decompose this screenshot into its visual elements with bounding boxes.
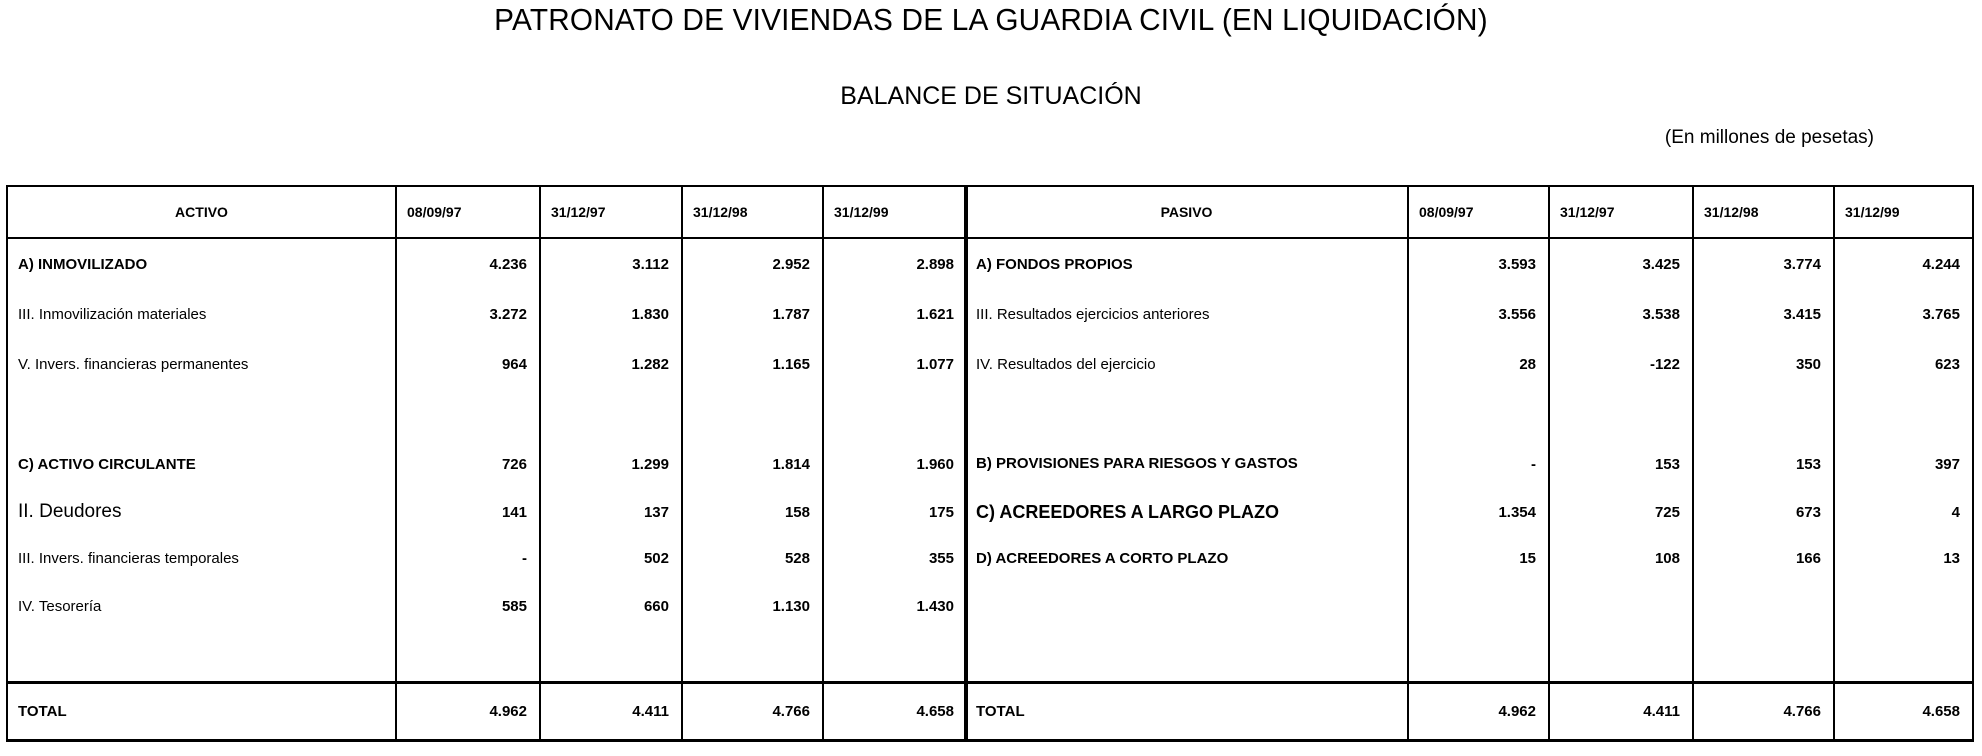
row-value: 175 [823,489,967,535]
row-value: 141 [396,489,540,535]
spacer-row [7,631,967,683]
activo-date-col: 08/09/97 [396,186,540,238]
empty-row [965,581,1973,631]
row-value: 1.299 [540,439,682,489]
row-value: 3.556 [1408,289,1549,339]
spacer-row [965,389,1973,439]
row-value: 1.814 [682,439,823,489]
row-value: 964 [396,339,540,389]
row-value: 3.593 [1408,238,1549,289]
row-value: 502 [540,535,682,581]
row-value: 673 [1693,489,1834,535]
row-value: - [1408,439,1549,489]
row-value: 355 [823,535,967,581]
table-row [965,289,1973,339]
table-row [965,339,1973,389]
activo-header-row [7,186,967,238]
row-label: IV. Tesorería [7,581,396,631]
row-label [965,439,1408,489]
table-row [7,581,967,631]
spacer-row [965,631,1973,683]
row-value: 585 [396,581,540,631]
activo-date-col: 31/12/97 [540,186,682,238]
row-label: III. Invers. financieras temporales [7,535,396,581]
row-value: 623 [1834,339,1973,389]
total-value: 4.658 [1834,683,1973,741]
row-value: 2.952 [682,238,823,289]
row-value: - [396,535,540,581]
pasivo-table [964,185,1974,742]
row-value: 158 [682,489,823,535]
table-row [965,489,1973,535]
table-row [7,489,967,535]
pasivo-date-col: 31/12/99 [1834,186,1973,238]
row-label: V. Invers. financieras permanentes [7,339,396,389]
table-row [965,439,1973,489]
total-label: TOTAL [965,683,1408,741]
row-label: D) ACREEDORES A CORTO PLAZO [965,535,1408,581]
row-value: -122 [1549,339,1693,389]
row-label: C) ACTIVO CIRCULANTE [7,439,396,489]
row-value: 1.077 [823,339,967,389]
row-value: 397 [1834,439,1973,489]
row-value: 725 [1549,489,1693,535]
table-row [7,535,967,581]
row-label: IV. Resultados del ejercicio [965,339,1408,389]
row-label: III. Resultados ejercicios anteriores [965,289,1408,339]
pasivo-date-col: 31/12/97 [1549,186,1693,238]
row-value: 153 [1693,439,1834,489]
row-value: 1.130 [682,581,823,631]
pasivo-date-col: 08/09/97 [1408,186,1549,238]
total-label: TOTAL [7,683,396,741]
row-value: 1.787 [682,289,823,339]
row-value: 1.282 [540,339,682,389]
activo-table [6,185,968,742]
row-value: 528 [682,535,823,581]
row-value: 166 [1693,535,1834,581]
total-value: 4.766 [682,683,823,741]
row-label: A) FONDOS PROPIOS [965,238,1408,289]
document-title: PATRONATO DE VIVIENDAS DE LA GUARDIA CIVIL (EN LIQUIDACIÓN) [494,2,1488,37]
total-value: 4.411 [540,683,682,741]
row-value: 1.354 [1408,489,1549,535]
total-value: 4.766 [1693,683,1834,741]
row-value: 4 [1834,489,1973,535]
table-row [7,439,967,489]
row-value: 153 [1549,439,1693,489]
table-row [7,339,967,389]
row-value: 2.898 [823,238,967,289]
provisiones-label: B) PROVISIONES PARA RIESGOS Y GASTOS [976,455,1298,472]
row-label: A) INMOVILIZADO [7,238,396,289]
pasivo-date-col: 31/12/98 [1693,186,1834,238]
row-value: 1.960 [823,439,967,489]
row-value: 1.165 [682,339,823,389]
activo-date-col: 31/12/98 [682,186,823,238]
row-label: III. Inmovilización materiales [7,289,396,339]
row-value: 3.415 [1693,289,1834,339]
row-label: II. Deudores [7,489,396,535]
document-subtitle: BALANCE DE SITUACIÓN [840,82,1142,110]
pasivo-total-row [965,683,1973,741]
row-value: 3.765 [1834,289,1973,339]
activo-date-col: 31/12/99 [823,186,967,238]
table-row [965,535,1973,581]
total-value: 4.962 [1408,683,1549,741]
row-value: 3.774 [1693,238,1834,289]
row-value: 108 [1549,535,1693,581]
activo-total-row [7,683,967,741]
table-row [7,289,967,339]
row-value: 660 [540,581,682,631]
row-value: 1.430 [823,581,967,631]
row-value: 1.621 [823,289,967,339]
units-note: (En millones de pesetas) [1664,127,1874,148]
row-value: 3.425 [1549,238,1693,289]
row-value: 15 [1408,535,1549,581]
row-value: 1.830 [540,289,682,339]
row-value: 3.538 [1549,289,1693,339]
table-row [7,238,967,289]
activo-header: ACTIVO [7,186,396,238]
row-label: C) ACREEDORES A LARGO PLAZO [965,489,1408,535]
spacer-row [7,389,967,439]
row-value: 726 [396,439,540,489]
row-value: 3.272 [396,289,540,339]
pasivo-header: PASIVO [965,186,1408,238]
row-value: 4.236 [396,238,540,289]
row-value: 28 [1408,339,1549,389]
row-value: 137 [540,489,682,535]
row-value: 13 [1834,535,1973,581]
row-value: 4.244 [1834,238,1973,289]
row-value: 3.112 [540,238,682,289]
total-value: 4.962 [396,683,540,741]
pasivo-header-row [965,186,1973,238]
table-row [965,238,1973,289]
row-value: 350 [1693,339,1834,389]
total-value: 4.658 [823,683,967,741]
total-value: 4.411 [1549,683,1693,741]
